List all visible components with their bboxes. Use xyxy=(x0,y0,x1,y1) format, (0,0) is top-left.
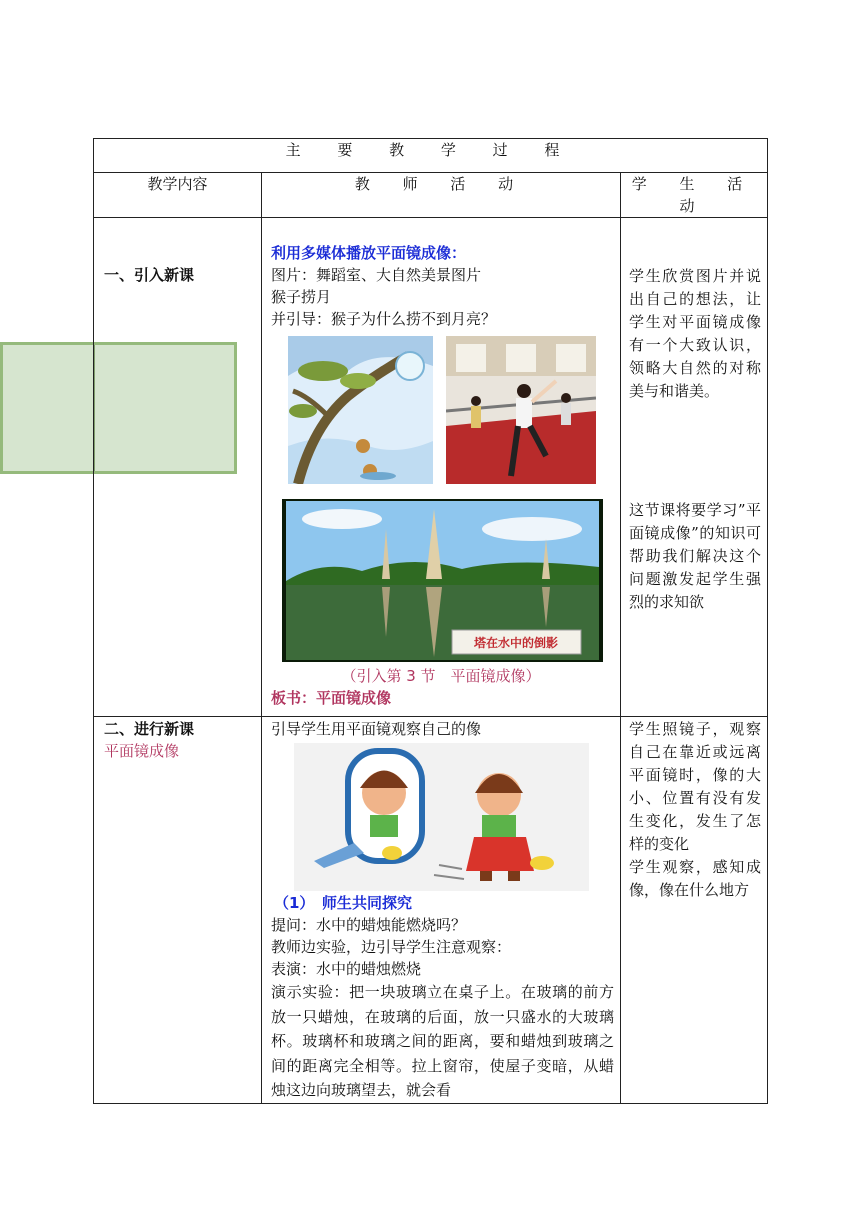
lesson-table xyxy=(93,138,768,1104)
section2-student-para2: 学生观察，感知成像，像在什么地方 xyxy=(629,858,762,899)
pagoda-reflection-picture xyxy=(282,499,603,662)
section1-row xyxy=(94,218,768,717)
section1-intro-line: （引入第 3 节 平面镜成像） xyxy=(341,667,541,685)
section1-board-line: 板书：平面镜成像 xyxy=(271,689,392,707)
photo-caption: 塔在水中的倒影 xyxy=(473,636,559,650)
monkey-moon-picture xyxy=(288,336,433,484)
section2-student-para1: 学生照镜子，观察自己在靠近或远离平面镜时，像的大小、位置有没有发生变化，发生了怎样的变化 xyxy=(629,720,762,853)
section2-line-2: 教师边实验，边引导学生注意观察： xyxy=(271,938,512,956)
section2-content-cell xyxy=(94,717,262,1104)
mirror-cartoon-picture xyxy=(294,743,589,891)
section2-line-4: 演示实验：把一块玻璃立在桌子上。在玻璃的前方放一只蜡烛，在玻璃的后面，放一只盛水的大玻璃杯。玻璃杯和玻璃之间的距离，要和蜡烛到玻璃之间的距离完全相等。拉上窗帘，使屋子变暗，从蜡烛这边向玻璃望去，就会看 xyxy=(271,983,614,1099)
section1-heading: 利用多媒体播放平面镜成像： xyxy=(271,244,467,262)
header-teacher: 教 师 活 动 xyxy=(262,173,621,218)
header-row xyxy=(94,173,768,218)
section1-student-para1: 学生欣赏图片并说出自己的想法，让学生对平面镜成像有一个大致认识，领略大自然的对称美与和谐美。 xyxy=(629,267,762,400)
section1-line-2: 猴子捞月 xyxy=(271,288,332,306)
section2-teacher-cell xyxy=(262,717,621,1104)
section1-title: 一、引入新课 xyxy=(104,266,195,284)
section2-title: 二、进行新课 xyxy=(104,720,195,738)
table-title: 主 要 教 学 过 程 xyxy=(94,139,768,173)
section2-line-1: 提问：水中的蜡烛能燃烧吗？ xyxy=(271,916,467,934)
section2-sub-heading: （1） 师生共同探究 xyxy=(274,894,412,912)
section1-student-cell xyxy=(621,218,768,717)
header-student: 学 生 活 动 xyxy=(621,173,768,218)
section2-line1: 引导学生用平面镜观察自己的像 xyxy=(271,720,482,738)
section2-line-3: 表演：水中的蜡烛燃烧 xyxy=(271,960,422,978)
dance-room-picture xyxy=(446,336,596,484)
section1-line-1: 图片：舞蹈室、大自然美景图片 xyxy=(271,266,482,284)
section1-content-cell xyxy=(94,218,262,717)
header-content: 教学内容 xyxy=(94,173,262,218)
section1-line-3: 并引导：猴子为什么捞不到月亮？ xyxy=(271,310,497,328)
section1-student-para2: 这节课将要学习”平面镜成像”的知识可帮助我们解决这个问题激发起学生强烈的求知欲 xyxy=(629,501,762,611)
table-title-row xyxy=(94,139,768,173)
section2-row xyxy=(94,717,768,1104)
section2-subtitle: 平面镜成像 xyxy=(104,742,180,760)
section1-teacher-cell xyxy=(262,218,621,717)
section2-student-cell xyxy=(621,717,768,1104)
